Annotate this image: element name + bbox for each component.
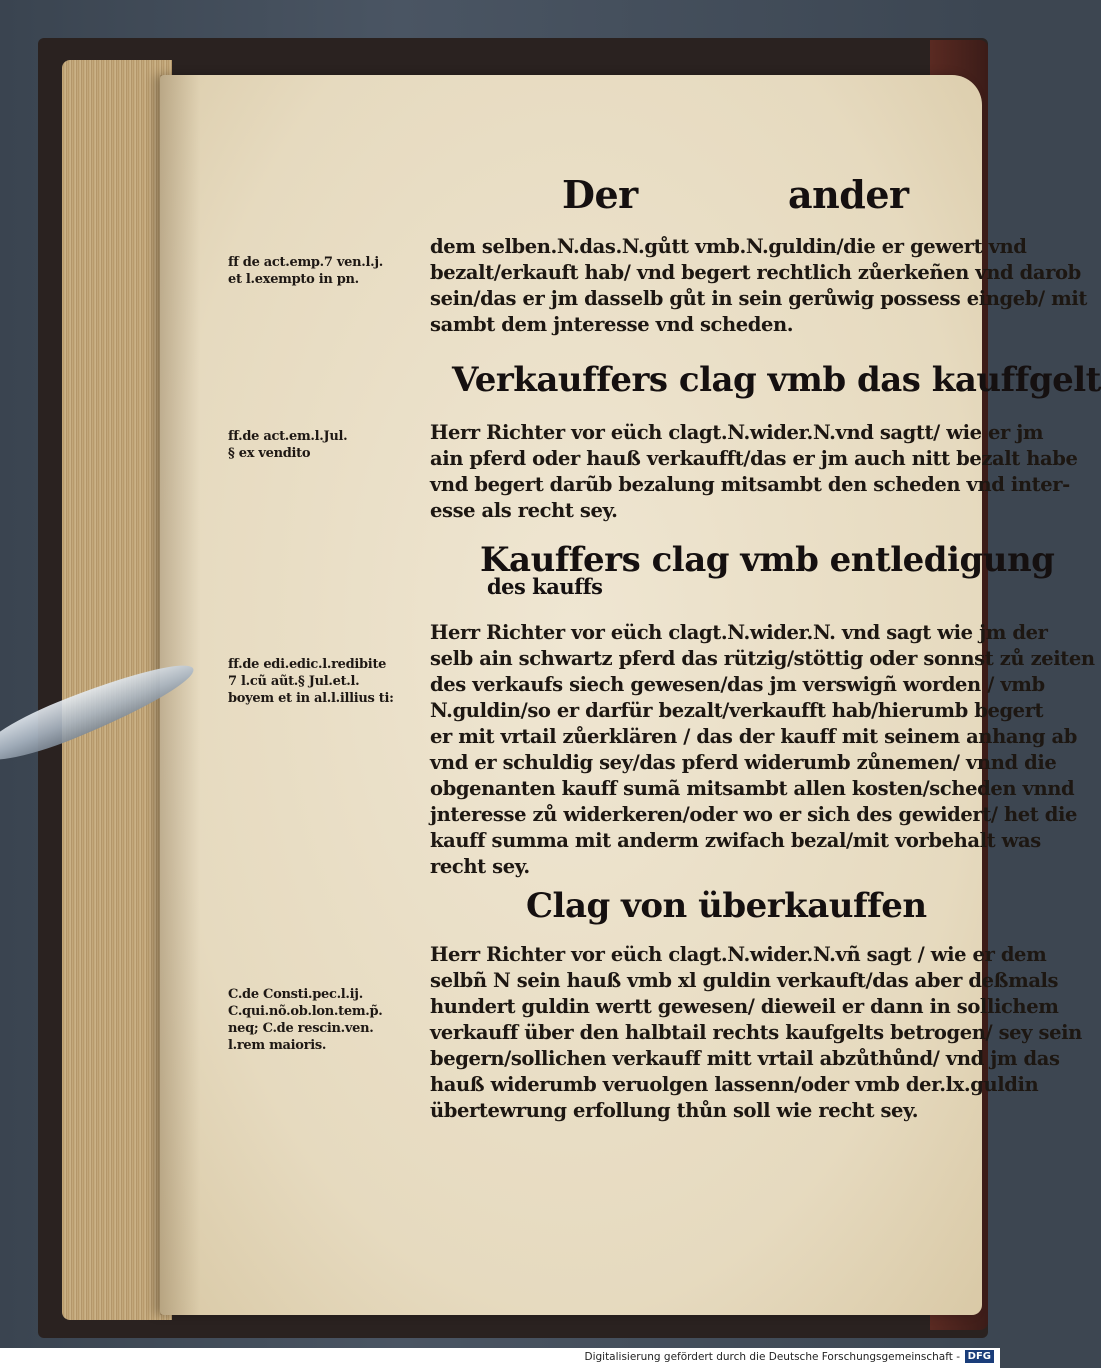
- body-text-line: er mit vrtail zůerklären / das der kauff mit seinem anhang ab: [430, 725, 1077, 748]
- body-text-line: vnd begert darũb bezalung mitsambt den scheden vnd inter-: [430, 473, 1070, 496]
- margin-note: l.rem maioris.: [228, 1038, 327, 1053]
- body-text-line: hauß widerumb veruolgen lassenn/oder vmb der.lx.guldin: [430, 1073, 1039, 1096]
- margin-note: § ex vendito: [228, 446, 311, 461]
- margin-note: 7 l.cũ aũt.§ Jul.et.l.: [228, 674, 360, 689]
- section-heading: Clag von überkauffen: [526, 886, 927, 926]
- margin-note: ff.de edi.edic.l.redibite: [228, 657, 387, 672]
- section-heading: Kauffers clag vmb entledigung: [480, 540, 1055, 580]
- running-header-left: Der: [562, 172, 638, 217]
- body-text-line: esse als recht sey.: [430, 499, 618, 522]
- body-text-line: Herr Richter vor eüch clagt.N.wider.N.vnd sagtt/ wie er jm: [430, 421, 1044, 444]
- body-text-line: Herr Richter vor eüch clagt.N.wider.N. vnd sagt wie jm der: [430, 621, 1048, 644]
- margin-note: boyem et in al.l.illius ti:: [228, 691, 394, 706]
- funding-credit: Digitalisierung gefördert durch die Deutsche Forschungsgemeinschaft -: [584, 1351, 960, 1363]
- margin-note: ff.de act.em.l.Jul.: [228, 429, 348, 444]
- margin-note: C.de Consti.pec.l.ij.: [228, 987, 363, 1002]
- margin-note: neq; C.de rescin.ven.: [228, 1021, 374, 1036]
- body-text-line: sambt dem jnteresse vnd scheden.: [430, 313, 794, 336]
- body-text-line: sein/das er jm dasselb gůt in sein gerůwig possess eingeb/ mit: [430, 287, 1087, 310]
- running-header-right: ander: [788, 172, 909, 217]
- body-text-line: verkauff über den halbtail rechts kaufgelts betrogen/ sey sein: [430, 1021, 1082, 1044]
- body-text-line: ain pferd oder hauß verkaufft/das er jm auch nitt bezalt habe: [430, 447, 1078, 470]
- margin-note: et l.exempto in pn.: [228, 272, 359, 287]
- body-text-line: N.guldin/so er darfür bezalt/verkaufft hab/hierumb begert: [430, 699, 1044, 722]
- body-text-line: übertewrung erfollung thůn soll wie recht sey.: [430, 1099, 919, 1122]
- section-subheading: des kauffs: [487, 574, 603, 599]
- page-gutter-shadow: [160, 75, 200, 1315]
- body-text-line: hundert guldin wertt gewesen/ dieweil er dann in sollichem: [430, 995, 1059, 1018]
- body-text-line: jnteresse zů widerkeren/oder wo er sich des gewidert/ het die: [430, 803, 1078, 826]
- body-text-line: begern/sollichen verkauff mitt vrtail abzůthůnd/ vnd jm das: [430, 1047, 1060, 1070]
- body-text-line: kauff summa mit anderm zwifach bezal/mit vorbehalt was: [430, 829, 1041, 852]
- margin-note: C.qui.nõ.ob.lon.tem.p̃.: [228, 1004, 383, 1019]
- body-text-line: vnd er schuldig sey/das pferd widerumb zůnemen/ vnnd die: [430, 751, 1057, 774]
- body-text-line: Herr Richter vor eüch clagt.N.wider.N.vñ sagt / wie er dem: [430, 943, 1047, 966]
- body-text-line: dem selben.N.das.N.gůtt vmb.N.guldin/die er gewert vnd: [430, 235, 1027, 258]
- body-text-line: selb ain schwartz pferd das rützig/stöttig oder sonnst zů zeiten: [430, 647, 1095, 670]
- dfg-logo: DFG: [965, 1350, 994, 1363]
- section-heading: Verkauffers clag vmb das kauffgelt: [452, 360, 1101, 400]
- margin-note: ff de act.emp.7 ven.l.j.: [228, 255, 383, 270]
- body-text-line: bezalt/erkauft hab/ vnd begert rechtlich zůerkeñen vnd darob: [430, 261, 1081, 284]
- body-text-line: des verkaufs siech gewesen/das jm verswigñ worden / vmb: [430, 673, 1045, 696]
- body-text-line: selbñ N sein hauß vmb xl guldin verkauft/das aber deßmals: [430, 969, 1059, 992]
- body-text-line: obgenanten kauff sumã mitsambt allen kosten/scheden vnnd: [430, 777, 1075, 800]
- body-text-line: recht sey.: [430, 855, 530, 878]
